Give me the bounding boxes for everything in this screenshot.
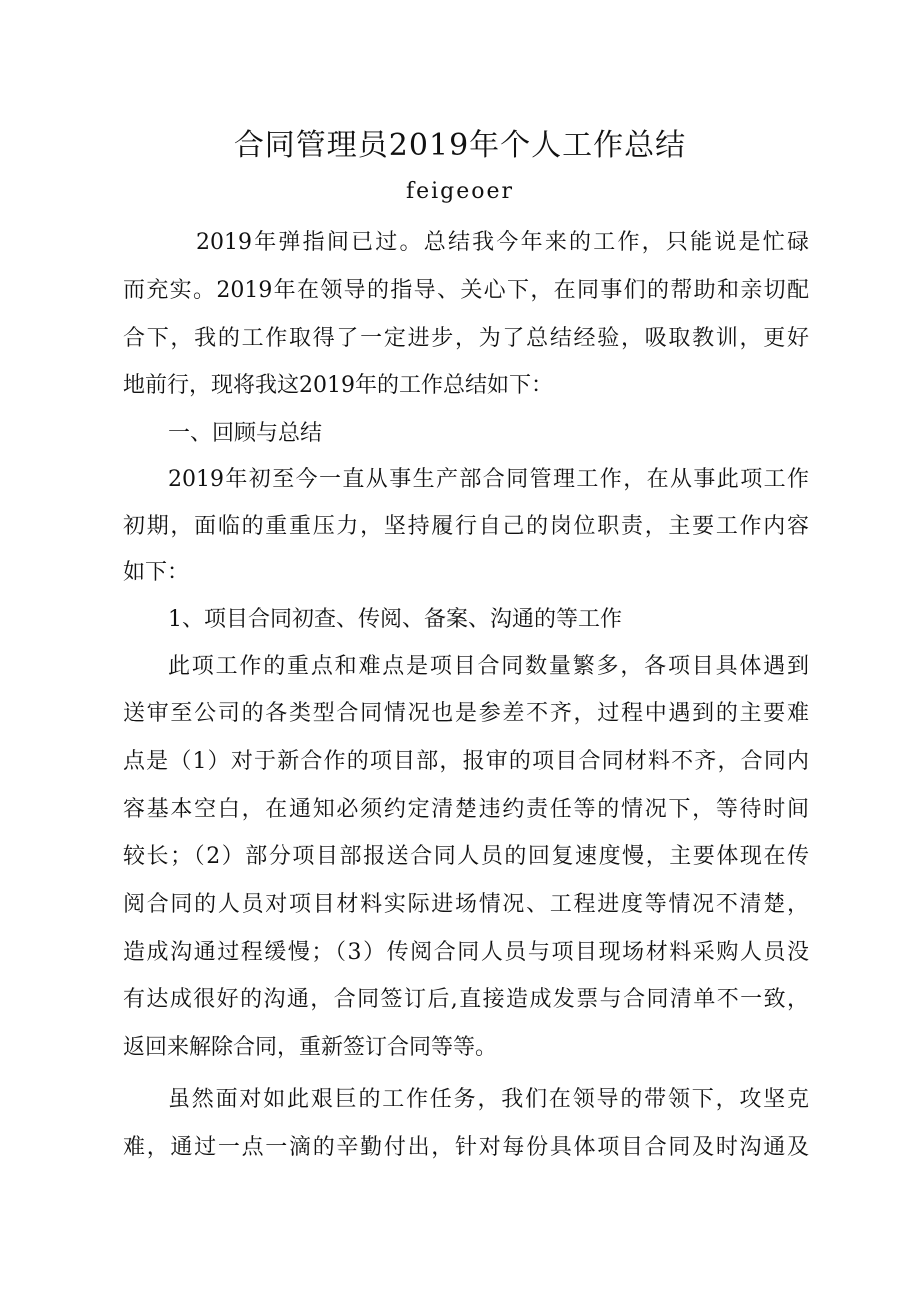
- paragraph-line: 初期，面临的重重压力，坚持履行自己的岗位职责，主要工作内容: [123, 514, 809, 539]
- paragraph-line: 难，通过一点一滴的辛勤付出，针对每份具体项目合同及时沟通及: [123, 1135, 809, 1160]
- paragraph-line: 容基本空白，在通知必须约定清楚违约责任等的情况下，等待时间: [123, 797, 809, 822]
- paragraph-line: 合下，我的工作取得了一定进步，为了总结经验，吸取教训，更好: [123, 326, 809, 351]
- paragraph-line: 造成沟通过程缓慢；（3）传阅合同人员与项目现场材料采购人员没: [123, 940, 809, 965]
- section-heading: 一、回顾与总结: [168, 421, 323, 446]
- paragraph-line: 阅合同的人员对项目材料实际进场情况、工程进度等情况不清楚，: [123, 892, 809, 917]
- paragraph-line: 虽然面对如此艰巨的工作任务，我们在领导的带领下，攻坚克: [168, 1087, 809, 1112]
- document-title: 合同管理员2019年个人工作总结: [233, 128, 687, 163]
- paragraph-line: 如下：: [123, 560, 190, 585]
- document-author: feigeoer: [405, 179, 515, 204]
- paragraph-line: 返回来解除合同，重新签订合同等等。: [123, 1035, 498, 1060]
- paragraph-line: 而充实。2019年在领导的指导、关心下，在同事们的帮助和亲切配: [123, 278, 809, 303]
- paragraph-line: 送审至公司的各类型合同情况也是参差不齐，过程中遇到的主要难: [123, 701, 809, 726]
- paragraph-line: 2019年初至今一直从事生产部合同管理工作，在从事此项工作: [168, 467, 809, 492]
- paragraph-line: 较长；（2）部分项目部报送合同人员的回复速度慢，主要体现在传: [123, 844, 809, 869]
- paragraph-line: 地前行，现将我这2019年的工作总结如下：: [123, 373, 553, 398]
- paragraph-line: 有达成很好的沟通，合同签订后,直接造成发票与合同清单不一致，: [123, 987, 809, 1012]
- paragraph-line: 2019年弹指间已过。总结我今年来的工作，只能说是忙碌: [196, 230, 809, 255]
- paragraph-line: 此项工作的重点和难点是项目合同数量繁多，各项目具体遇到: [168, 654, 809, 679]
- subsection-heading: 1、项目合同初查、传阅、备案、沟通的等工作: [168, 607, 622, 632]
- paragraph-line: 点是（1）对于新合作的项目部，报审的项目合同材料不齐，合同内: [123, 749, 809, 774]
